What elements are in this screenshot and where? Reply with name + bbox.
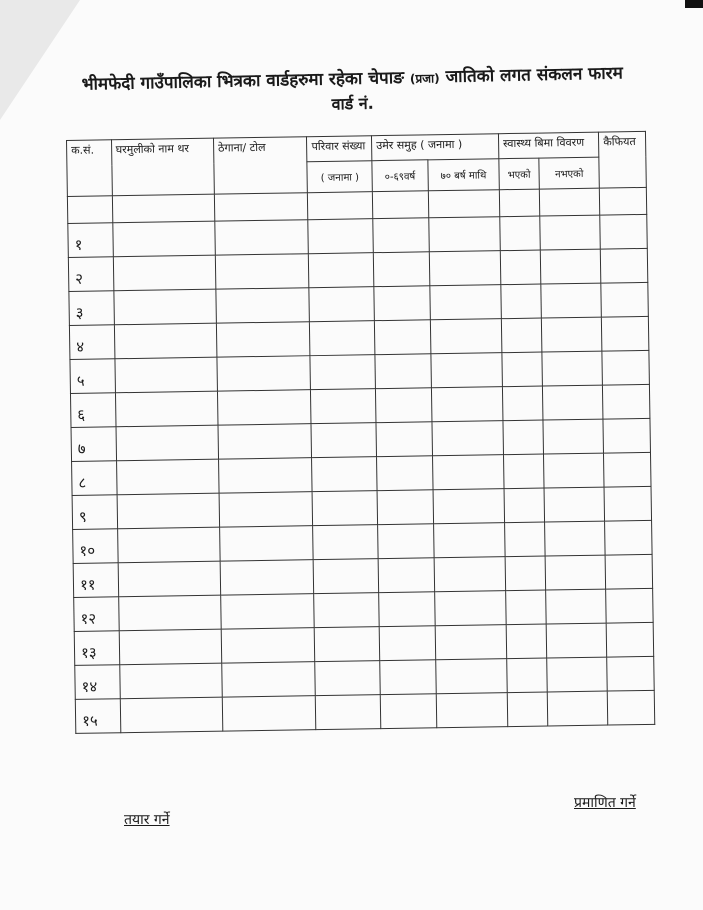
title-small: (प्रजा) bbox=[409, 71, 440, 86]
cell-address[interactable] bbox=[219, 492, 313, 527]
cell-address[interactable] bbox=[222, 696, 316, 731]
cell-remarks[interactable] bbox=[602, 350, 649, 385]
row-serial-number: १२ bbox=[74, 597, 119, 632]
header-address: ठेगाना/ टोल bbox=[213, 137, 307, 194]
cell-household-head-name[interactable] bbox=[116, 425, 219, 461]
spacer-cell bbox=[112, 194, 215, 223]
cell-family-size[interactable] bbox=[315, 627, 380, 662]
cell-insured[interactable] bbox=[501, 318, 542, 353]
cell-household-head-name[interactable] bbox=[113, 255, 216, 291]
cell-family-size[interactable] bbox=[308, 219, 373, 254]
row-serial-number: १ bbox=[68, 223, 113, 258]
cell-not-insured[interactable] bbox=[543, 419, 604, 454]
row-serial-number: १४ bbox=[75, 665, 120, 700]
cell-not-insured[interactable] bbox=[544, 453, 605, 488]
cell-household-head-name[interactable] bbox=[115, 391, 218, 427]
cell-family-size[interactable] bbox=[312, 457, 377, 492]
cell-household-head-name[interactable] bbox=[117, 527, 220, 563]
cell-age-below-70[interactable] bbox=[378, 524, 434, 559]
cell-family-size[interactable] bbox=[314, 593, 379, 628]
cell-insured[interactable] bbox=[505, 556, 546, 591]
cell-age-below-70[interactable] bbox=[380, 660, 436, 695]
header-family-unit: ( जनामा ) bbox=[307, 161, 372, 193]
cell-age-below-70[interactable] bbox=[380, 694, 436, 729]
scan-edge-mark bbox=[685, 0, 703, 8]
spacer-cell bbox=[308, 192, 373, 220]
cell-family-size[interactable] bbox=[311, 423, 376, 458]
header-age-below-70: ०-६९वर्ष bbox=[372, 160, 428, 192]
cell-not-insured[interactable] bbox=[542, 351, 603, 386]
cell-family-size[interactable] bbox=[313, 525, 378, 560]
row-serial-number: ८ bbox=[72, 461, 117, 496]
cell-insured[interactable] bbox=[506, 624, 547, 659]
table-body bbox=[68, 214, 655, 733]
header-serial-number: क.सं. bbox=[67, 140, 112, 197]
cell-age-above-70[interactable] bbox=[429, 251, 501, 286]
cell-age-above-70[interactable] bbox=[430, 319, 502, 354]
cell-insured[interactable] bbox=[503, 420, 544, 455]
cell-household-head-name[interactable] bbox=[119, 629, 222, 665]
cell-not-insured[interactable] bbox=[542, 385, 603, 420]
cell-family-size[interactable] bbox=[310, 321, 375, 356]
cell-remarks[interactable] bbox=[601, 282, 648, 317]
cell-address[interactable] bbox=[221, 594, 315, 629]
cell-not-insured[interactable] bbox=[545, 555, 606, 590]
household-data-table bbox=[66, 131, 655, 734]
cell-age-above-70[interactable] bbox=[431, 353, 503, 388]
cell-insured[interactable] bbox=[506, 590, 547, 625]
cell-address[interactable] bbox=[221, 628, 315, 663]
row-serial-number: ६ bbox=[70, 393, 115, 428]
cell-age-below-70[interactable] bbox=[376, 422, 432, 457]
cell-household-head-name[interactable] bbox=[120, 697, 223, 733]
cell-insured[interactable] bbox=[503, 454, 544, 489]
cell-household-head-name[interactable] bbox=[118, 561, 221, 597]
cell-age-above-70[interactable] bbox=[434, 591, 506, 626]
row-serial-number: ५ bbox=[70, 359, 115, 394]
cell-age-below-70[interactable] bbox=[374, 286, 430, 321]
cell-age-above-70[interactable] bbox=[429, 217, 501, 252]
cell-age-below-70[interactable] bbox=[377, 456, 433, 491]
cell-insured[interactable] bbox=[502, 386, 543, 421]
title-end: जातिको लगत संकलन फारम bbox=[445, 63, 624, 88]
cell-family-size[interactable] bbox=[309, 253, 374, 288]
cell-household-head-name[interactable] bbox=[119, 663, 222, 699]
cell-family-size[interactable] bbox=[316, 695, 381, 730]
header-family-size: परिवार संख्या bbox=[307, 136, 372, 162]
spacer-cell bbox=[600, 187, 647, 215]
row-serial-number: ४ bbox=[69, 325, 114, 360]
folded-corner bbox=[0, 0, 80, 120]
cell-remarks[interactable] bbox=[606, 622, 653, 657]
cell-not-insured[interactable] bbox=[545, 521, 606, 556]
cell-not-insured[interactable] bbox=[541, 283, 602, 318]
cell-age-above-70[interactable] bbox=[431, 387, 503, 422]
header-remarks: कैफियत bbox=[599, 131, 647, 188]
cell-insured[interactable] bbox=[500, 250, 541, 285]
cell-insured[interactable] bbox=[507, 658, 548, 693]
certified-by-label: प्रमाणित गर्ने bbox=[574, 795, 636, 811]
cell-age-below-70[interactable] bbox=[379, 626, 435, 661]
cell-address[interactable] bbox=[220, 526, 314, 561]
cell-age-above-70[interactable] bbox=[432, 421, 504, 456]
cell-insured[interactable] bbox=[507, 692, 548, 727]
cell-insured[interactable] bbox=[505, 522, 546, 557]
cell-insured[interactable] bbox=[502, 352, 543, 387]
cell-address[interactable] bbox=[216, 322, 310, 357]
cell-remarks[interactable] bbox=[604, 452, 651, 487]
cell-remarks[interactable] bbox=[603, 418, 650, 453]
cell-age-above-70[interactable] bbox=[433, 523, 505, 558]
cell-household-head-name[interactable] bbox=[116, 459, 219, 495]
cell-address[interactable] bbox=[216, 288, 310, 323]
cell-not-insured[interactable] bbox=[544, 487, 605, 522]
cell-address[interactable] bbox=[218, 424, 312, 459]
header-age-above-70: ७० बर्ष माथि bbox=[428, 159, 500, 191]
cell-remarks[interactable] bbox=[603, 384, 650, 419]
cell-not-insured[interactable] bbox=[541, 317, 602, 352]
title-main: भीमफेदी गाउँपालिका भित्रका वार्डहरुमा रहेका चेपाङ bbox=[81, 68, 405, 95]
spacer-cell bbox=[372, 191, 428, 219]
ward-number-label: वार्ड नं. bbox=[331, 93, 374, 114]
cell-remarks[interactable] bbox=[607, 656, 654, 691]
cell-household-head-name[interactable] bbox=[113, 289, 216, 325]
spacer-cell bbox=[539, 188, 600, 216]
cell-remarks[interactable] bbox=[605, 554, 652, 589]
cell-remarks[interactable] bbox=[602, 316, 649, 351]
spacer-cell bbox=[499, 189, 539, 217]
row-serial-number: २ bbox=[68, 257, 113, 292]
row-serial-number: १० bbox=[73, 529, 118, 564]
cell-household-head-name[interactable] bbox=[118, 595, 221, 631]
cell-not-insured[interactable] bbox=[540, 215, 601, 250]
spacer-cell bbox=[214, 193, 308, 221]
cell-age-above-70[interactable] bbox=[436, 693, 508, 728]
cell-address[interactable] bbox=[222, 662, 316, 697]
cell-age-above-70[interactable] bbox=[435, 659, 507, 694]
cell-age-below-70[interactable] bbox=[376, 388, 432, 423]
cell-address[interactable] bbox=[215, 220, 309, 255]
cell-insured[interactable] bbox=[501, 284, 542, 319]
cell-not-insured[interactable] bbox=[547, 657, 608, 692]
cell-not-insured[interactable] bbox=[546, 589, 607, 624]
cell-age-below-70[interactable] bbox=[378, 558, 434, 593]
row-serial-number: ३ bbox=[69, 291, 114, 326]
cell-remarks[interactable] bbox=[600, 214, 647, 249]
cell-family-size[interactable] bbox=[314, 559, 379, 594]
cell-age-below-70[interactable] bbox=[375, 354, 431, 389]
row-serial-number: १५ bbox=[75, 699, 120, 734]
cell-age-below-70[interactable] bbox=[373, 252, 429, 287]
cell-not-insured[interactable] bbox=[547, 691, 608, 726]
header-age-group: उमेर समुह ( जनामा ) bbox=[372, 134, 499, 161]
row-serial-number: ७ bbox=[71, 427, 116, 462]
cell-age-above-70[interactable] bbox=[435, 625, 507, 660]
cell-age-below-70[interactable] bbox=[379, 592, 435, 627]
form-header bbox=[72, 60, 633, 121]
cell-insured[interactable] bbox=[500, 216, 541, 251]
header-health-insurance: स्वास्थ्य बिमा विवरण bbox=[498, 132, 599, 159]
spacer-cell bbox=[67, 196, 112, 224]
cell-remarks[interactable] bbox=[604, 486, 651, 521]
cell-address[interactable] bbox=[215, 254, 309, 289]
cell-remarks[interactable] bbox=[606, 588, 653, 623]
spacer-cell bbox=[428, 190, 500, 218]
cell-age-above-70[interactable] bbox=[432, 455, 504, 490]
cell-address[interactable] bbox=[217, 356, 311, 391]
cell-not-insured[interactable] bbox=[540, 249, 601, 284]
cell-household-head-name[interactable] bbox=[114, 323, 217, 359]
cell-household-head-name[interactable] bbox=[117, 493, 220, 529]
cell-insured[interactable] bbox=[504, 488, 545, 523]
cell-not-insured[interactable] bbox=[546, 623, 607, 658]
cell-age-below-70[interactable] bbox=[373, 218, 429, 253]
cell-age-above-70[interactable] bbox=[434, 557, 506, 592]
prepared-by-label: तयार गर्ने bbox=[124, 812, 170, 828]
cell-address[interactable] bbox=[219, 458, 313, 493]
row-serial-number: ११ bbox=[73, 563, 118, 598]
cell-remarks[interactable] bbox=[607, 690, 654, 725]
header-not-insured: नभएको bbox=[539, 157, 600, 189]
cell-age-above-70[interactable] bbox=[433, 489, 505, 524]
cell-age-above-70[interactable] bbox=[430, 285, 502, 320]
header-insured: भएको bbox=[499, 158, 540, 190]
cell-age-below-70[interactable] bbox=[377, 490, 433, 525]
header-household-head-name: घरमुलीको नाम थर bbox=[111, 138, 214, 196]
cell-address[interactable] bbox=[220, 560, 314, 595]
cell-family-size[interactable] bbox=[313, 491, 378, 526]
cell-family-size[interactable] bbox=[309, 287, 374, 322]
cell-family-size[interactable] bbox=[315, 661, 380, 696]
cell-remarks[interactable] bbox=[605, 520, 652, 555]
cell-age-below-70[interactable] bbox=[374, 320, 430, 355]
cell-family-size[interactable] bbox=[310, 355, 375, 390]
cell-address[interactable] bbox=[217, 390, 311, 425]
row-serial-number: १३ bbox=[74, 631, 119, 666]
cell-household-head-name[interactable] bbox=[114, 357, 217, 393]
cell-family-size[interactable] bbox=[311, 389, 376, 424]
cell-remarks[interactable] bbox=[600, 248, 647, 283]
row-serial-number: ९ bbox=[72, 495, 117, 530]
cell-household-head-name[interactable] bbox=[112, 221, 215, 257]
